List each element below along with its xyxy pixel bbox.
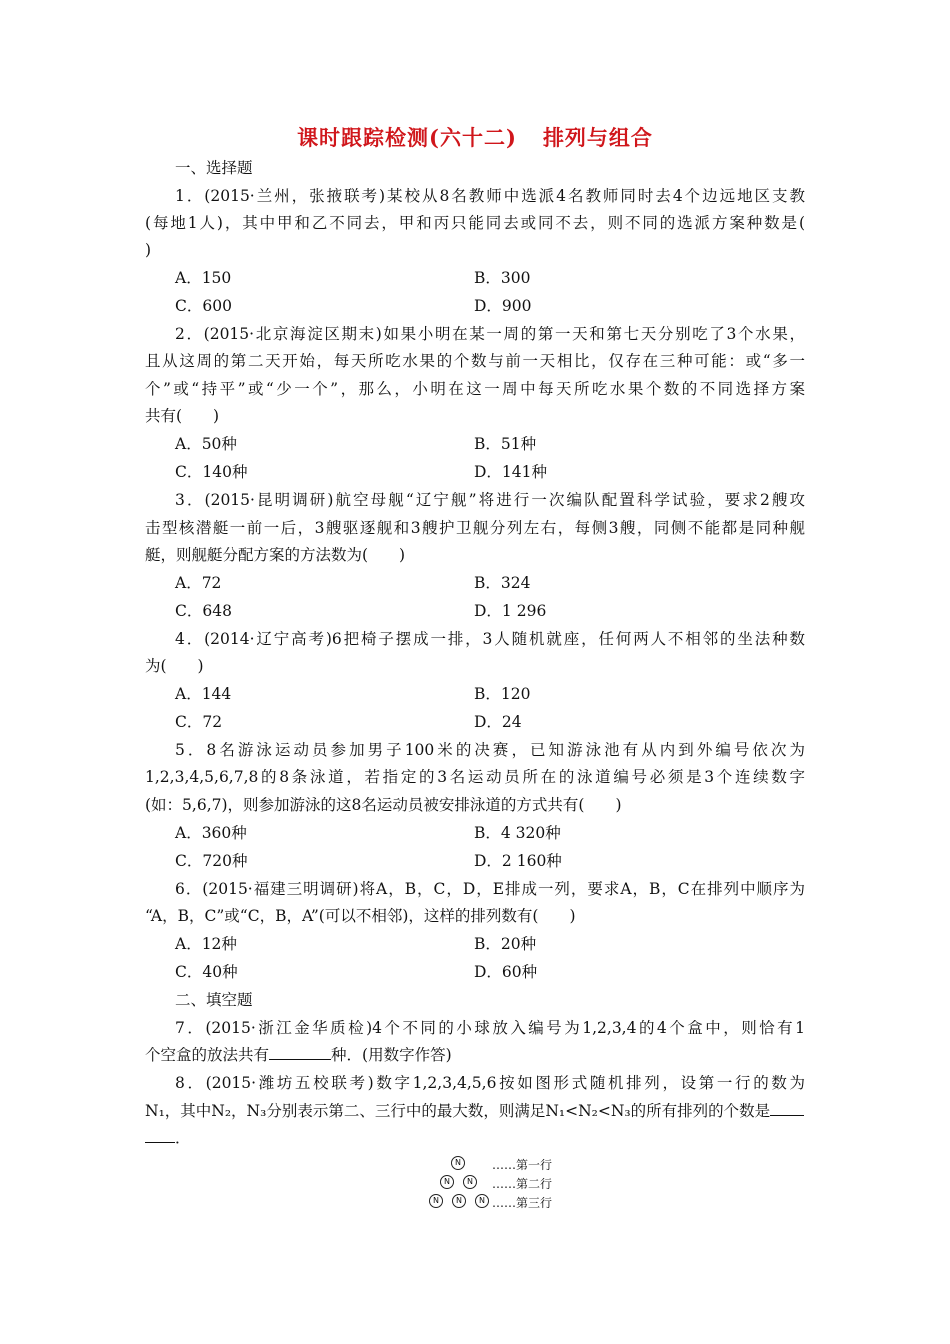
circle-r3-1: N	[429, 1194, 443, 1208]
q1-option-c: C．600	[175, 297, 232, 315]
q6-line1: 6．(2015·福建三明调研)将A，B，C，D，E排成一列，要求A，B，C在排列中顺序为	[175, 880, 805, 898]
q1-option-a: A．150	[175, 269, 232, 287]
q8-text-before-blank: N₁，其中N₂，N₃分别表示第二、三行中的最大数，则满足N₁<N₂<N₃的所有排列的个数是	[145, 1102, 771, 1120]
q5-line2: 1,2,3,4,5,6,7,8的8条泳道，若指定的3名运动员所在的泳道编号必须是3个连续数字	[145, 768, 805, 786]
q8-answer-blank-part2	[145, 1128, 175, 1143]
q1-line1: 1．(2015·兰州，张掖联考)某校从8名教师中选派4名教师同时去4个边远地区支教	[175, 187, 805, 205]
q5-line1: 5．8名游泳运动员参加男子100米的决赛，已知游泳池有从内到外编号依次为	[175, 741, 805, 759]
q5-option-a: A．360种	[175, 824, 247, 842]
q1-line2: (每地1人)，其中甲和乙不同去，甲和丙只能同去或同不去，则不同的选派方案种数是(	[145, 214, 805, 232]
q2-line1: 2．(2015·北京海淀区期末)如果小明在某一周的第一天和第七天分别吃了3个水果，	[175, 325, 805, 343]
q6-option-d: D．60种	[474, 963, 538, 981]
q4-line2: 为( )	[145, 657, 204, 675]
row-label-3: ……第三行	[492, 1196, 553, 1210]
circle-r3-3: N	[475, 1194, 489, 1208]
circle-r1-1: N	[451, 1156, 465, 1170]
q7-text-after-blank: 种．(用数字作答)	[331, 1046, 452, 1064]
q3-line3: 艇，则舰艇分配方案的方法数为( )	[145, 546, 406, 564]
q7-answer-blank	[269, 1045, 331, 1060]
q2-line3: 个”或“持平”或“少一个”，那么，小明在这一周中每天所吃水果个数的不同选择方案	[145, 380, 805, 398]
q7-line2	[145, 1045, 805, 1065]
q8-line1: 8．(2015·潍坊五校联考)数字1,2,3,4,5,6按如图形式随机排列，设第一行的数为	[175, 1074, 805, 1092]
q3-option-c: C．648	[175, 602, 232, 620]
q1-option-b: B．300	[474, 269, 531, 287]
q4-option-d: D．24	[474, 713, 522, 731]
q4-option-c: C．72	[175, 713, 223, 731]
q2-option-b: B．51种	[474, 435, 537, 453]
q6-line2: “A，B，C”或“C，B，A”(可以不相邻)，这样的排列数有( )	[145, 907, 576, 925]
q3-line1: 3．(2015·昆明调研)航空母舰“辽宁舰”将进行一次编队配置科学试验，要求2艘攻	[175, 491, 805, 509]
circle-r2-2: N	[463, 1175, 477, 1189]
page-title	[0, 122, 950, 152]
q6-option-b: B．20种	[474, 935, 537, 953]
q4-line1: 4．(2014·辽宁高考)6把椅子摆成一排，3人随机就座，任何两人不相邻的坐法种数	[175, 630, 805, 648]
q5-option-d: D．2 160种	[474, 852, 562, 870]
q2-line2: 且从这周的第二天开始，每天所吃水果的个数与前一天相比，仅存在三种可能：或“多一	[145, 352, 805, 370]
section-choice-heading: 一、选择题	[175, 159, 253, 177]
circle-r2-1: N	[440, 1175, 454, 1189]
title-topic: 排列与组合	[542, 125, 653, 150]
q6-option-c: C．40种	[175, 963, 238, 981]
q4-option-b: B．120	[474, 685, 531, 703]
q8-line3	[145, 1128, 805, 1148]
q8-answer-blank-part1	[770, 1101, 804, 1116]
q5-line3: (如：5,6,7)，则参加游泳的这8名运动员被安排泳道的方式共有( )	[145, 796, 622, 814]
q2-line4: 共有( )	[145, 407, 220, 425]
q3-line2: 击型核潜艇一前一后，3艘驱逐舰和3艘护卫舰分列左右，每侧3艘，同侧不能都是同种舰	[145, 519, 805, 537]
q5-option-b: B．4 320种	[474, 824, 561, 842]
section-fill-heading: 二、填空题	[175, 991, 253, 1009]
q1-line3: )	[145, 241, 152, 259]
q3-option-b: B．324	[474, 574, 531, 592]
row-label-1: ……第一行	[492, 1158, 553, 1172]
q8-line2	[145, 1101, 805, 1121]
q3-option-d: D．1 296	[474, 602, 547, 620]
circle-r3-2: N	[452, 1194, 466, 1208]
triangle-arrangement-diagram	[380, 1152, 600, 1222]
q7-text-before-blank: 个空盒的放法共有	[145, 1046, 270, 1064]
q5-option-c: C．720种	[175, 852, 248, 870]
q6-option-a: A．12种	[175, 935, 237, 953]
q2-option-a: A．50种	[175, 435, 237, 453]
q1-option-d: D．900	[474, 297, 532, 315]
q7-line1: 7．(2015·浙江金华质检)4个不同的小球放入编号为1,2,3,4的4个盒中，则恰有1	[175, 1019, 805, 1037]
q2-option-d: D．141种	[474, 463, 548, 481]
q4-option-a: A．144	[175, 685, 232, 703]
q3-option-a: A．72	[175, 574, 222, 592]
q2-option-c: C．140种	[175, 463, 248, 481]
q8-period: ．	[175, 1129, 191, 1147]
title-main: 课时跟踪检测(六十二)	[297, 125, 517, 150]
row-label-2: ……第二行	[492, 1177, 553, 1191]
